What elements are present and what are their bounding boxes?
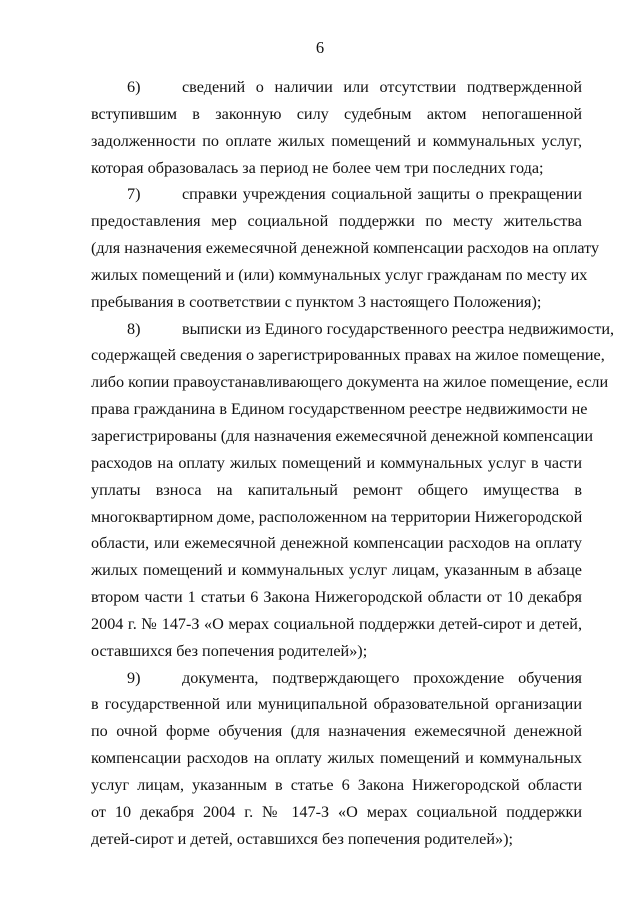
text-line: компенсации расходов на оплату жилых помещений и коммунальных (91, 749, 582, 768)
list-item-text: документа, подтверждающего прохождение обучения (182, 668, 582, 687)
list-item-text: сведений о наличии или отсутствии подтвержденной (182, 78, 582, 96)
text-line: детей-сирот и детей, оставшихся без попечения родителей»); (91, 829, 514, 848)
list-item-text: справки учреждения социальной защиты о прекращении (182, 185, 582, 204)
list-item-number: 7) (127, 185, 141, 204)
text-line: оставшихся без попечения родителей»); (91, 641, 368, 660)
list-item-first-line (91, 316, 615, 343)
text-line: услуг лицам, указанным в статье 6 Закона Нижегородской области (91, 775, 582, 794)
text-line: жилых помещений и коммунальных услуг лицам, указанным в абзаце (91, 561, 582, 580)
text-line: втором части 1 статьи 6 Закона Нижегородской области от 10 декабря (91, 588, 582, 607)
list-item-first-line (91, 665, 582, 692)
list-item-first-line (91, 74, 582, 101)
list-item (91, 665, 582, 853)
text-line: 2004 г. № 147-З «О мерах социальной поддержки детей-сирот и детей, (91, 614, 582, 633)
text-line: жилых помещений и (или) коммунальных услуг гражданам по месту их (91, 265, 588, 284)
list-item (91, 181, 600, 315)
list-item (91, 316, 615, 665)
page-number: 6 (315, 38, 325, 57)
list-item-number: 6) (127, 78, 141, 96)
list-item-first-line (91, 181, 582, 208)
list-item-number: 9) (127, 668, 141, 687)
document-body (91, 74, 615, 852)
text-line: задолженности по оплате жилых помещений и коммунальных услуг, (91, 131, 582, 150)
text-line: предоставления мер социальной поддержки по месту жительства (91, 212, 582, 231)
text-line: права гражданина в Едином государственном реестре недвижимости не (91, 400, 588, 419)
text-line: зарегистрированы (для назначения ежемесячной денежной компенсации (91, 426, 594, 445)
text-line: расходов на оплату жилых помещений и коммунальных услуг в части (91, 453, 582, 472)
text-line: (для назначения ежемесячной денежной компенсации расходов на оплату (91, 239, 600, 258)
text-line: уплаты взноса на капитальный ремонт общего имущества в (91, 480, 582, 499)
text-line: вступившим в законную силу судебным актом непогашенной (91, 104, 582, 123)
list-item-text: выписки из Единого государственного реестра недвижимости, (182, 319, 615, 338)
text-line: содержащей сведения о зарегистрированных правах на жилое помещение, (91, 346, 605, 365)
text-line: которая образовалась за период не более чем три последних года; (91, 158, 544, 177)
text-line: от 10 декабря 2004 г. № 147-З «О мерах социальной поддержки (91, 802, 582, 821)
text-line: многоквартирном доме, расположенном на территории Нижегородской (91, 507, 583, 526)
text-line: области, или ежемесячной денежной компенсации расходов на оплату (91, 534, 582, 553)
text-line: либо копии правоустанавливающего документа на жилое помещение, если (91, 373, 609, 392)
text-line: в государственной или муниципальной образовательной организации (91, 695, 582, 714)
text-line: пребывания в соответствии с пунктом 3 настоящего Положения); (91, 292, 542, 311)
list-item-number: 8) (127, 319, 141, 338)
text-line: по очной форме обучения (для назначения ежемесячной денежной (91, 722, 582, 741)
list-item (91, 74, 582, 181)
